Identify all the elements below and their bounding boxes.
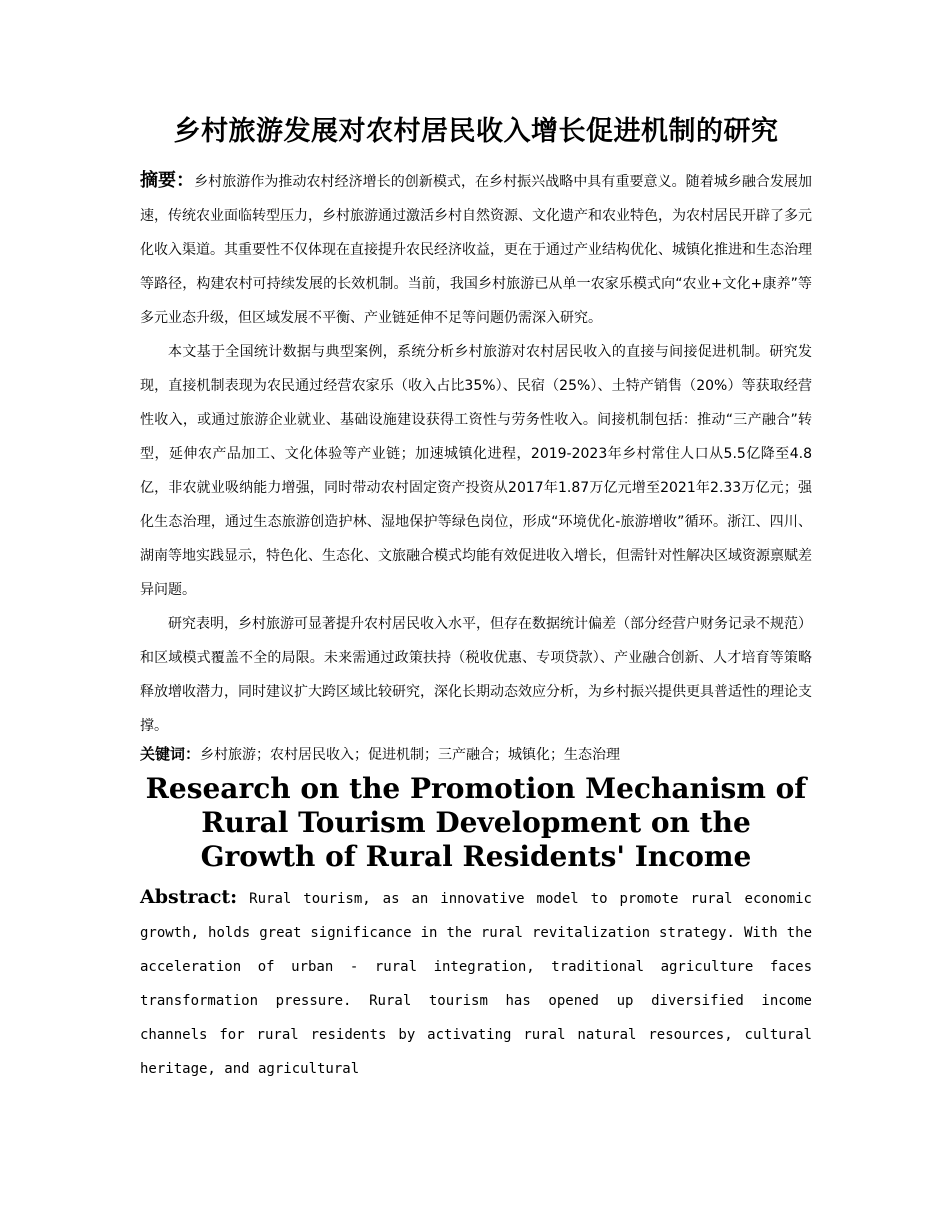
chinese-abstract-text-1: 乡村旅游作为推动农村经济增长的创新模式，在乡村振兴战略中具有重要意义。随着城乡融合发展加速，传统农业面临转型压力，乡村旅游通过激活乡村自然资源、文化遗产和农业特色，为农村居民开辟了多元化收入渠道。其重要性不仅体现在直接提升农民经济收益，更在于通过产业结构优化、城镇化推进和生态治理等路径，构建农村可持续发展的长效机制。当前，我国乡村旅游已从单一农家乐模式向“农业+文化+康养”等多元业态升级，但区域发展不平衡、产业链延伸不足等问题仍需深入研究。 bbox=[140, 174, 813, 326]
chinese-keywords-text: 乡村旅游；农村居民收入；促进机制；三产融合；城镇化；生态治理 bbox=[200, 747, 621, 763]
english-abstract-label: Abstract: bbox=[140, 886, 238, 908]
chinese-title: 乡村旅游发展对农村居民收入增长促进机制的研究 bbox=[173, 116, 779, 147]
chinese-keywords-label: 关键词： bbox=[140, 745, 201, 763]
chinese-abstract-paragraph-3: 研究表明，乡村旅游可显著提升农村居民收入水平，但存在数据统计偏差（部分经营户财务记录不规范）和区域模式覆盖不全的局限。未来需通过政策扶持（税收优惠、专项贷款）、产业融合创新、人才培育等策略释放增收潜力，同时建议扩大跨区域比较研究，深化长期动态效应分析，为乡村振兴提供更具普适性的理论支撑。 bbox=[140, 616, 812, 734]
english-title: Research on the Promotion Mechanism of Rural Tourism Development on the Growth of Rural Residents' Income bbox=[145, 772, 807, 873]
chinese-abstract-paragraph-1 bbox=[140, 164, 812, 335]
chinese-abstract-paragraph-2: 本文基于全国统计数据与典型案例，系统分析乡村旅游对农村居民收入的直接与间接促进机制。研究发现，直接机制表现为农民通过经营农家乐（收入占比35%）、民宿（25%）、土特产销售（20%）等获取经营性收入，或通过旅游企业就业、基础设施建设获得工资性与劳务性收入。间接机制包括：推动“三产融合”转型，延伸农产品加工、文化体验等产业链；加速城镇化进程，2019-2023年乡村常住人口从5.5亿降至4.8亿，非农就业吸纳能力增强，同时带动农村固定资产投资从2017年1.87万亿元增至2021年2.33万亿元；强化生态治理，通过生态旅游创造护林、湿地保护等绿色岗位，形成“环境优化-旅游增收”循环。浙江、四川、湖南等地实践显示，特色化、生态化、文旅融合模式均能有效促进收入增长，但需针对性解决区域资源禀赋差异问题。 bbox=[140, 344, 812, 598]
english-abstract bbox=[140, 880, 812, 1086]
chinese-keywords bbox=[140, 743, 812, 766]
paper-page bbox=[140, 112, 812, 1086]
chinese-abstract-label: 摘要： bbox=[140, 170, 195, 191]
english-abstract-text: Rural tourism, as an innovative model to promote rural economic growth, holds great significance in the rural revitalization strategy. With the acceleration of urban - rural integration, traditional agriculture faces transformation pressure. Rural tourism has opened up diversified income channels for rural residents by activating rural natural resources, cultural heritage, and agricultural bbox=[140, 891, 812, 1077]
